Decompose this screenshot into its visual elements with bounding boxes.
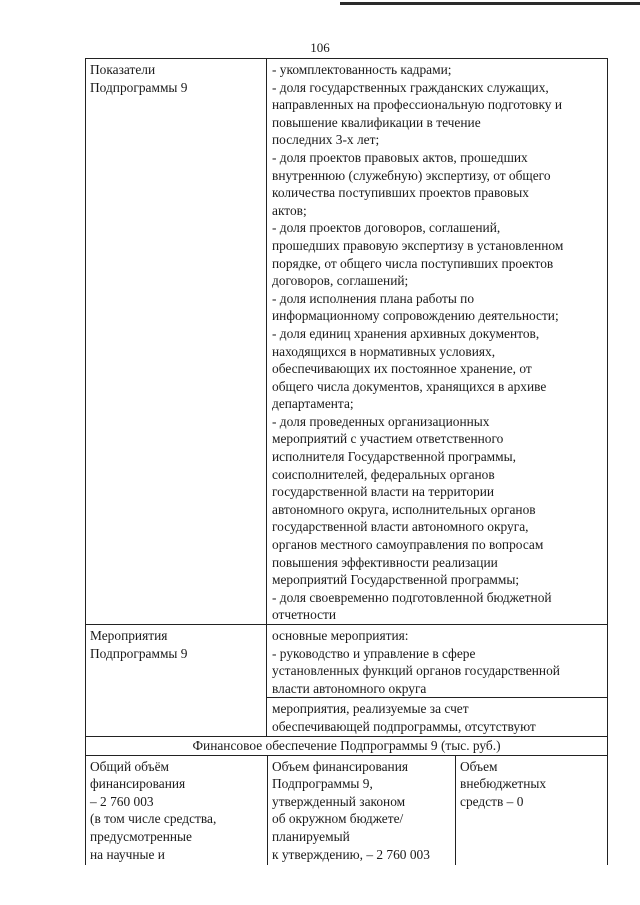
indicator-line: актов; xyxy=(272,202,307,218)
total-financing-cell xyxy=(86,756,267,866)
indicators-label-line: Подпрограммы 9 xyxy=(90,79,188,95)
activities-label-line: Подпрограммы 9 xyxy=(90,645,188,661)
indicator-line: направленных на профессиональную подготовку и xyxy=(272,97,563,113)
scan-edge-line xyxy=(340,2,640,5)
support-activity-line: мероприятия, реализуемые за счет xyxy=(272,701,469,717)
indicator-line: порядке, от общего числа поступивших проектов xyxy=(272,255,554,271)
total-financing-line: предусмотренные xyxy=(90,828,192,844)
indicator-line: прошедших правовую экспертизу в установленном xyxy=(272,237,564,253)
indicator-line: - доля проектов договоров, соглашений, xyxy=(272,220,501,236)
indicator-line: - доля единиц хранения архивных документов, xyxy=(272,325,540,341)
indicator-line: количества поступивших проектов правовых xyxy=(272,185,529,201)
indicator-line: - доля проектов правовых актов, прошедших xyxy=(272,149,528,165)
indicator-line: - доля проведенных организационных xyxy=(272,413,490,429)
budget-financing-line: об окружном бюджете/ xyxy=(272,811,404,827)
activity-line: - руководство и управление в сфере xyxy=(272,645,476,661)
financing-row xyxy=(85,755,608,866)
indicator-line: - укомплектованность кадрами; xyxy=(272,62,452,77)
indicator-line: договоров, соглашений; xyxy=(272,273,409,289)
indicators-list xyxy=(267,59,607,624)
activity-line: основные мероприятия: xyxy=(272,628,409,643)
total-financing-line: – 2 760 003 xyxy=(90,793,154,809)
activities-row xyxy=(85,624,608,736)
indicator-line: информационному сопровождению деятельности; xyxy=(272,308,559,324)
indicator-line: - доля исполнения плана работы по xyxy=(272,290,475,306)
activity-line: власти автономного округа xyxy=(272,680,427,696)
total-financing-line: на научные и xyxy=(90,846,165,862)
indicator-line: исполнителя Государственной программы, xyxy=(272,449,516,465)
indicators-row xyxy=(85,58,608,624)
indicator-line: повышения эффективности реализации xyxy=(272,554,498,570)
page-number: 106 xyxy=(310,40,330,55)
indicator-line: органов местного самоуправления по вопросам xyxy=(272,537,544,553)
indicator-line: последних 3-х лет; xyxy=(272,132,380,148)
total-financing-line: Общий объём xyxy=(90,758,169,774)
financing-header: Финансовое обеспечение Подпрограммы 9 (тыс. руб.) xyxy=(85,736,608,755)
indicator-line: государственной власти автономного округа, xyxy=(272,519,529,535)
extrabudgetary-line: средств – 0 xyxy=(460,793,524,809)
budget-financing-line: утвержденный законом xyxy=(272,793,406,809)
indicators-label-line: Показатели xyxy=(90,62,156,77)
total-financing-line: финансирования xyxy=(90,776,186,792)
activities-content xyxy=(267,625,607,736)
activities-label-line: Мероприятия xyxy=(90,628,168,643)
extrabudgetary-line: Объем xyxy=(460,758,498,774)
passport-table xyxy=(85,58,608,865)
indicator-line: отчетности xyxy=(272,607,337,623)
budget-financing-line: Объем финансирования xyxy=(272,758,409,774)
indicator-line: - доля своевременно подготовленной бюджетной xyxy=(272,589,552,605)
main-activities xyxy=(272,627,603,697)
budget-financing-line: Подпрограммы 9, xyxy=(272,776,373,792)
extrabudgetary-cell xyxy=(455,756,607,866)
budget-financing-line: к утверждению, – 2 760 003 xyxy=(272,846,430,862)
indicator-line: находящихся в нормативных условиях, xyxy=(272,343,496,359)
indicator-line: соисполнителей, федеральных органов xyxy=(272,466,495,482)
indicators-label xyxy=(86,59,267,624)
indicator-line: внутреннюю (служебную) экспертизу, от общего xyxy=(272,167,551,183)
total-financing-line: (в том числе средства, xyxy=(90,811,217,827)
extrabudgetary-line: внебюджетных xyxy=(460,776,547,792)
activities-label xyxy=(86,625,267,736)
indicator-line: департамента; xyxy=(272,396,354,412)
indicator-line: государственной власти на территории xyxy=(272,484,495,500)
activity-line: установленных функций органов государственной xyxy=(272,663,560,679)
indicator-line: обеспечивающих их постоянное хранение, от xyxy=(272,361,532,377)
indicator-line: - доля государственных гражданских служащих, xyxy=(272,79,549,95)
indicator-line: повышение квалификации в течение xyxy=(272,114,481,130)
indicator-line: общего числа документов, хранящихся в архиве xyxy=(272,378,547,394)
indicator-line: мероприятий с участием ответственного xyxy=(272,431,504,447)
budget-financing-cell xyxy=(267,756,455,866)
support-activity-line: обеспечивающей подпрограммы, отсутствуют xyxy=(272,718,536,734)
budget-financing-line: планируемый xyxy=(272,828,350,844)
support-activities xyxy=(267,697,607,735)
indicator-line: мероприятий Государственной программы; xyxy=(272,572,520,588)
indicator-line: автономного округа, исполнительных органов xyxy=(272,501,536,517)
